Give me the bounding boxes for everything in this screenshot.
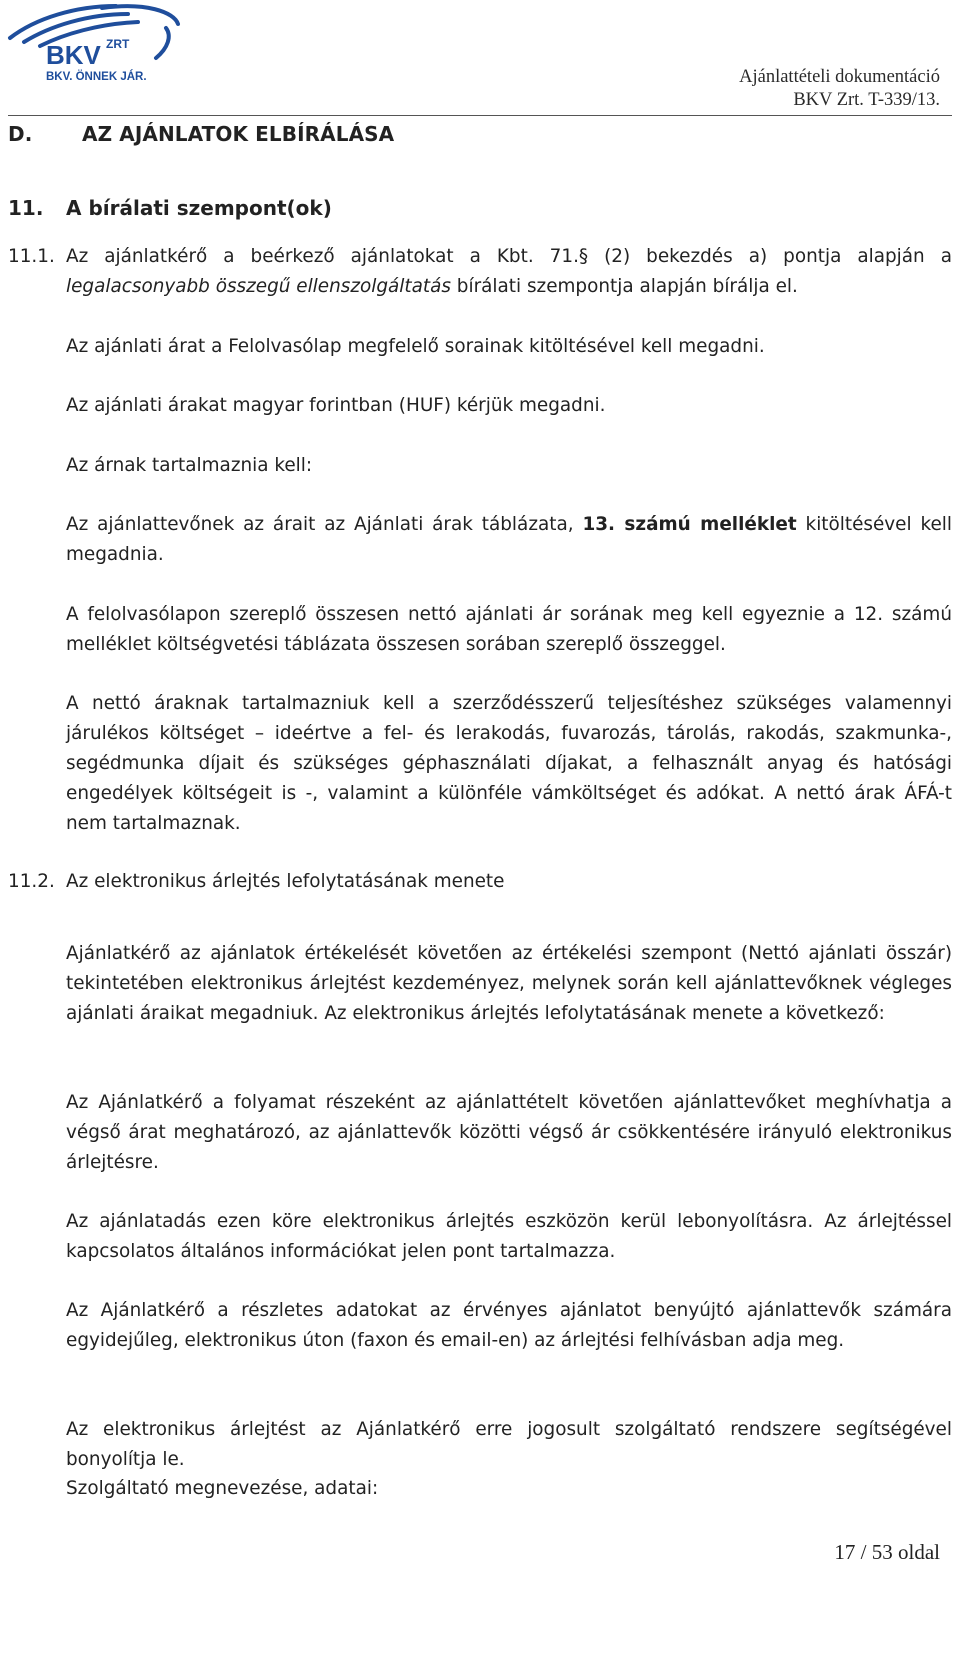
p11-1-line2 [66, 272, 952, 302]
header-divider [8, 115, 952, 116]
section-11-heading [8, 196, 332, 220]
paragraph-price-rows: Az ajánlati árat a Felolvasólap megfelelő sorainak kitöltésével kell megadni. [66, 336, 765, 357]
annex-13-start: Az ajánlattevőnek az árait az Ajánlati árak táblázata, [66, 514, 583, 535]
p11-2-title: Az elektronikus árlejtés lefolytatásának menete [66, 871, 505, 892]
section-11-title: A bírálati szempont(ok) [66, 196, 332, 220]
annex-13-end: kitöltésével kell megadnia. [66, 514, 953, 565]
page-number: 17 / 53 oldal [834, 1540, 940, 1564]
logo-tagline: BKV. ÖNNEK JÁR. [46, 71, 147, 83]
section-11-number: 11. [8, 196, 44, 220]
logo-zrt: ZRT [106, 37, 130, 51]
p11-2-number: 11.2. [8, 871, 55, 892]
paragraph-provider-data: Szolgáltató megnevezése, adatai: [66, 1478, 379, 1499]
paragraph-auction-provider: Az elektronikus árlejtést az Ajánlatkérő erre jogosult szolgáltató rendszere segítségével bonyolítja le. [66, 1419, 952, 1470]
section-d-number: D. [8, 122, 33, 146]
paragraph-annex-12: A felolvasólapon szereplő összesen nettó ajánlati ár sorának meg kell egyeznie a 12. számú melléklet költségvetési táblázata összesen sorában szereplő összeggel. [66, 604, 952, 655]
section-d-title: AZ AJÁNLATOK ELBÍRÁLÁSA [82, 122, 395, 146]
p11-1-rest: bírálati szempontja alapján bírálja el. [450, 276, 798, 297]
paragraph-auction-details: Az Ajánlatkérő a részletes adatokat az érvényes ajánlatot benyújtó ajánlattevők számára egyidejűleg, elektronikus úton (faxon és email-en) az árlejtési felhívásban adja meg. [66, 1300, 952, 1351]
paragraph-price-contents: Az árnak tartalmaznia kell: [66, 455, 313, 476]
p11-1-number: 11.1. [8, 246, 55, 267]
doc-title: Ajánlattételi dokumentáció [739, 67, 940, 87]
paragraph-auction-invite: Az Ajánlatkérő a folyamat részeként az ajánlattételt követően ajánlattevőket meghívhatja a végső árat meghatározó, az ajánlattevők közötti végső ár csökkentésére irányuló elektronikus árlejtésre. [66, 1092, 952, 1173]
p11-1-italic: legalacsonyabb összegű ellenszolgáltatás [66, 276, 451, 297]
paragraph-annex-13 [66, 510, 952, 570]
section-d-heading [8, 122, 394, 146]
paragraph-auction-intro: Ajánlatkérő az ajánlatok értékelését követően az értékelési szempont (Nettó ajánlati összár) tekintetében elektronikus árlejtést kezdeményez, melynek során kell ajánlattevőknek végleges ajánlati áraikat megadniuk. Az elektronikus árlejtés lefolytatásának menete a következő: [66, 943, 952, 1024]
header-info [739, 66, 940, 112]
paragraph-net-prices: A nettó áraknak tartalmazniuk kell a szerződésszerű teljesítéshez szükséges valamennyi járulékos költséget – ideértve a fel- és lerakodás, fuvarozás, tárolás, rakodás, szakmunka-, segédmunka díjait és szükséges géphasználati díjakat, a felhasznált anyag és hatósági engedélyek költségeit is -, valamint a különféle vámköltséget és adókat. A nettó árak ÁFÁ-t nem tartalmaznak. [66, 693, 952, 834]
logo-wordmark: BKV [46, 40, 101, 70]
paragraph-auction-tool: Az ajánlatadás ezen köre elektronikus árlejtés eszközön kerül lebonyolításra. Az árlejtéssel kapcsolatos általános információkat jelen pont tartalmazza. [66, 1211, 952, 1262]
annex-13-bold: 13. számú melléklet [582, 514, 797, 535]
p11-1-text [66, 242, 952, 302]
p11-1-line1: Az ajánlatkérő a beérkező ajánlatokat a Kbt. 71.§ (2) bekezdés a) pontja alapján a [66, 246, 952, 267]
doc-reference: BKV Zrt. T-339/13. [793, 90, 940, 110]
paragraph-huf: Az ajánlati árakat magyar forintban (HUF) kérjük megadni. [66, 395, 606, 416]
bkv-logo [6, 2, 186, 86]
